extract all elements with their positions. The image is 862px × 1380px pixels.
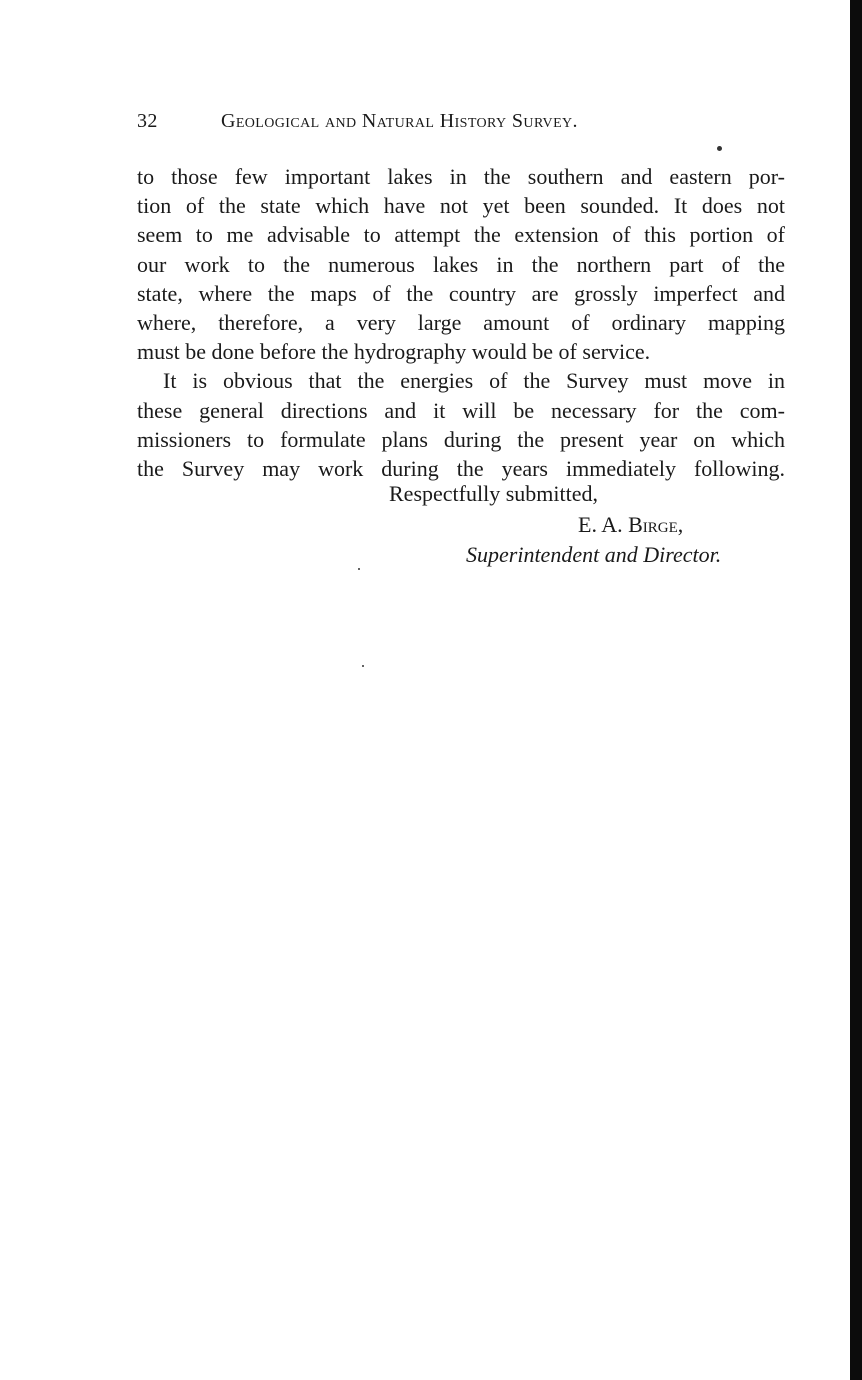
text-line: our work to the numerous lakes in the northern part of the [137, 251, 785, 277]
text-line: must be done before the hydrography would be of service. [137, 339, 651, 365]
text-line: state, where the maps of the country are grossly imperfect and [137, 280, 785, 306]
running-head [137, 110, 697, 140]
print-speck [358, 568, 360, 570]
text-line: tion of the state which have not yet been sounded. It does not [137, 193, 785, 219]
text-line: these general directions and it will be necessary for the com- [137, 397, 785, 423]
signature-title: Superintendent and Director. [466, 542, 722, 567]
text-line: It is obvious that the energies of the Survey must move in [163, 368, 785, 394]
text-line: to those few important lakes in the southern and eastern por- [137, 164, 785, 189]
signature-name: E. A. Birge, [578, 512, 684, 537]
text-line: where, therefore, a very large amount of ordinary mapping [137, 309, 785, 335]
text-line: the Survey may work during the years immediately following. [137, 455, 785, 481]
print-speck [362, 665, 364, 667]
closing-salutation: Respectfully submitted, [389, 481, 598, 506]
page-edge-shadow [850, 0, 862, 1380]
body-text [137, 162, 785, 483]
page-number: 32 [137, 110, 158, 132]
print-speck [717, 146, 722, 151]
text-line: missioners to formulate plans during the present year on which [137, 426, 785, 452]
header-title: Geological and Natural History Survey. [221, 110, 578, 132]
text-line: seem to me advisable to attempt the extension of this portion of [137, 222, 785, 248]
